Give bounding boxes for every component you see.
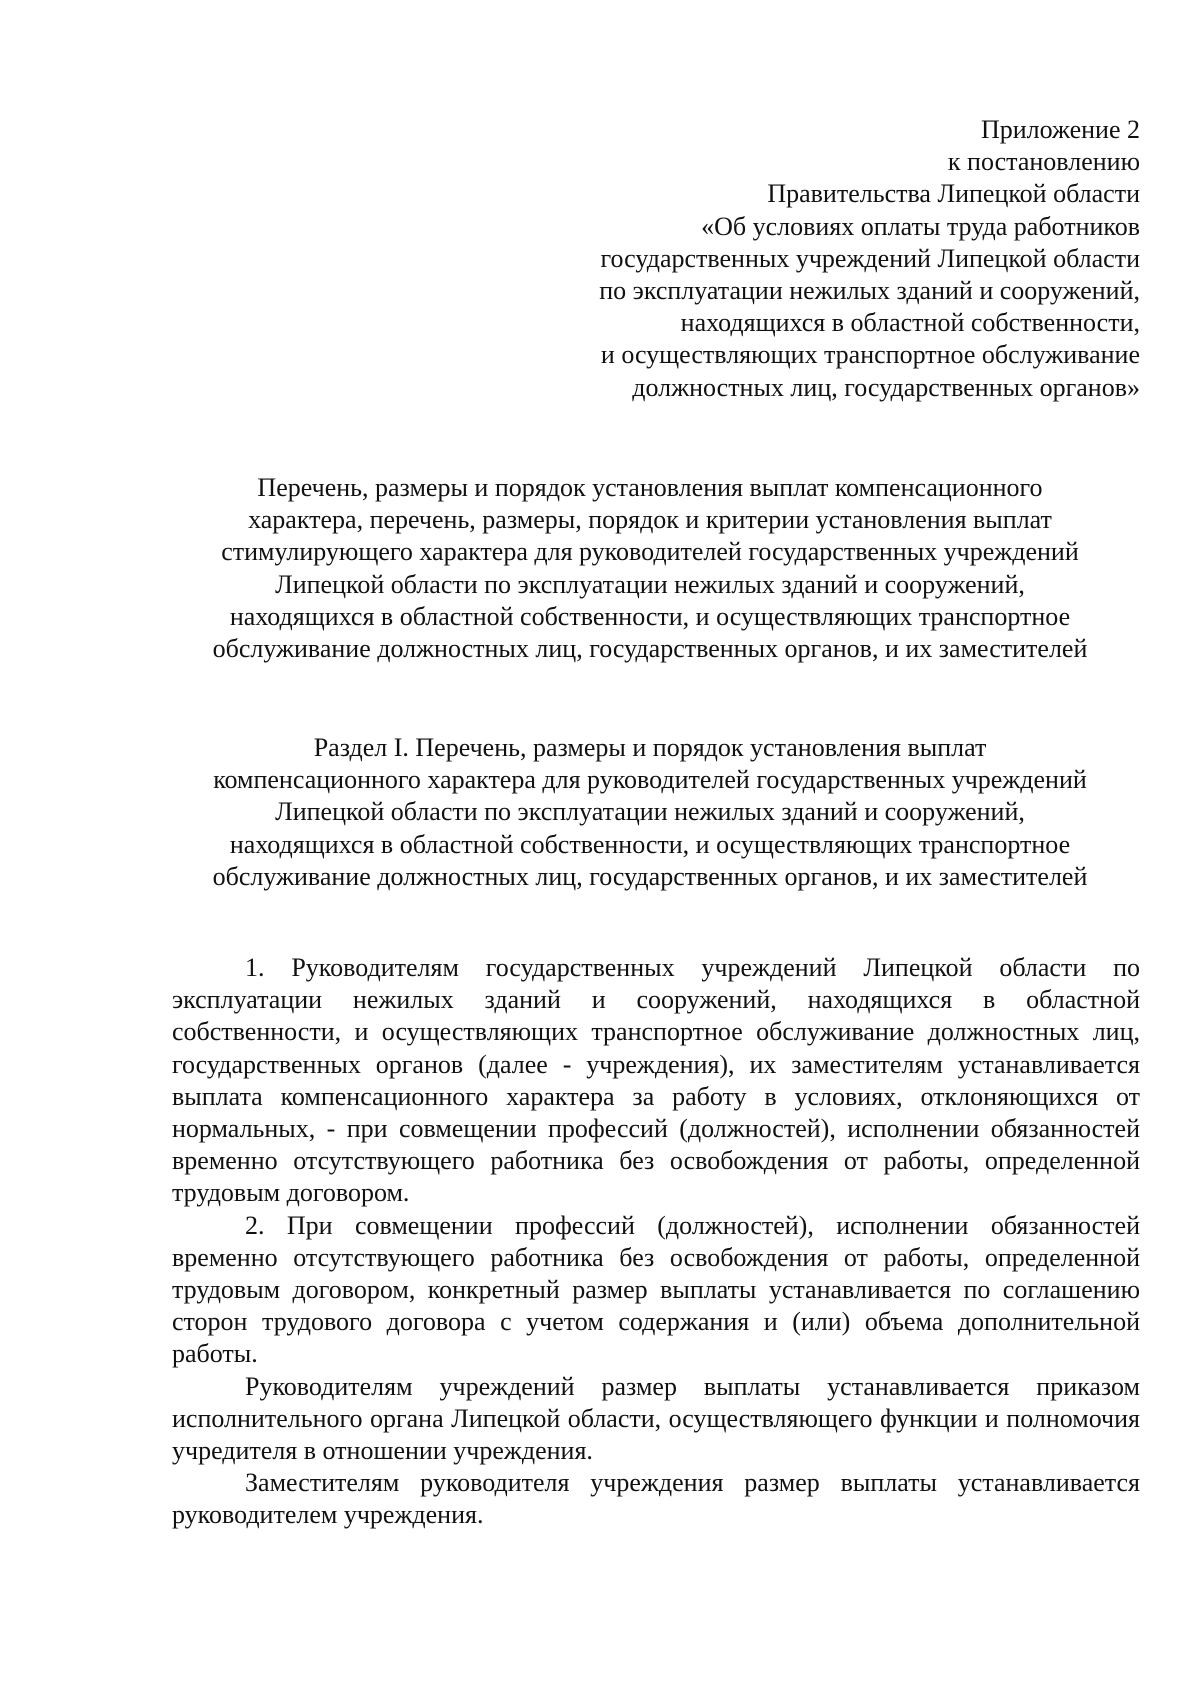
appendix-line: находящихся в областной собственности, — [680, 308, 1140, 338]
appendix-line: должностных лиц, государственных органов» — [632, 372, 1140, 402]
paragraph-1: 1. Руководителям государственных учреждений Липецкой области по эксплуатации нежилых зданий и сооружений, находящихся в областной собственности, и осуществляющих транспортное обслуживание должностных лиц, государственных органов (далее - учреждения), их заместителям устанавливается выплата компенсационного характера за работу в условиях, отклоняющихся от нормальных, - при совмещении профессий (должностей), исполнении обязанностей временно отсутствующего работника без освобождения от работы, определенной трудовым договором. — [172, 953, 1140, 1208]
document-title — [160, 472, 1140, 665]
section-title — [160, 732, 1140, 893]
document-title-line: находящихся в областной собственности, и осуществляющих транспортное — [229, 601, 1071, 631]
section-title-line: обслуживание должностных лиц, государственных органов, и их заместителей — [212, 861, 1088, 891]
appendix-line: Приложение 2 — [980, 115, 1140, 144]
paragraph-4: Заместителям руководителя учреждения размер выплаты устанавливается руководителем учреждения. — [172, 1468, 1140, 1530]
appendix-line: государственных учреждений Липецкой области — [600, 243, 1140, 273]
document-title-line: характера, перечень, размеры, порядок и критерии установления выплат — [248, 505, 1052, 535]
paragraph-3: Руководителям учреждений размер выплаты устанавливается приказом исполнительного органа Липецкой области, осуществляющего функции и полномочия учредителя в отношении учреждения. — [172, 1371, 1140, 1466]
appendix-header — [520, 114, 1140, 404]
document-title-line: Липецкой области по эксплуатации нежилых зданий и сооружений, — [275, 569, 1025, 599]
appendix-line: к постановлению — [947, 147, 1140, 177]
section-title-line: Липецкой области по эксплуатации нежилых зданий и сооружений, — [275, 797, 1025, 827]
section-title-line: находящихся в областной собственности, и осуществляющих транспортное — [229, 829, 1071, 859]
appendix-line: по эксплуатации нежилых зданий и сооружений, — [599, 276, 1140, 306]
paragraph-2: 2. При совмещении профессий (должностей), исполнении обязанностей временно отсутствующего работника без освобождения от работы, определенной трудовым договором, конкретный размер выплаты устанавливается по соглашению сторон трудового договора с учетом содержания и (или) объема дополнительной работы. — [172, 1210, 1140, 1369]
body-text — [172, 952, 1140, 1532]
appendix-line: Правительства Липецкой области — [767, 179, 1140, 209]
document-title-line: обслуживание должностных лиц, государственных органов, и их заместителей — [212, 634, 1088, 664]
appendix-line: и осуществляющих транспортное обслуживание — [600, 340, 1140, 370]
section-title-line: компенсационного характера для руководителей государственных учреждений — [213, 765, 1087, 795]
section-title-line: Раздел I. Перечень, размеры и порядок установления выплат — [313, 733, 987, 762]
appendix-line: «Об условиях оплаты труда работников — [701, 211, 1140, 241]
document-title-line: Перечень, размеры и порядок установления выплат компенсационного — [257, 473, 1043, 502]
document-title-line: стимулирующего характера для руководителей государственных учреждений — [221, 537, 1079, 567]
